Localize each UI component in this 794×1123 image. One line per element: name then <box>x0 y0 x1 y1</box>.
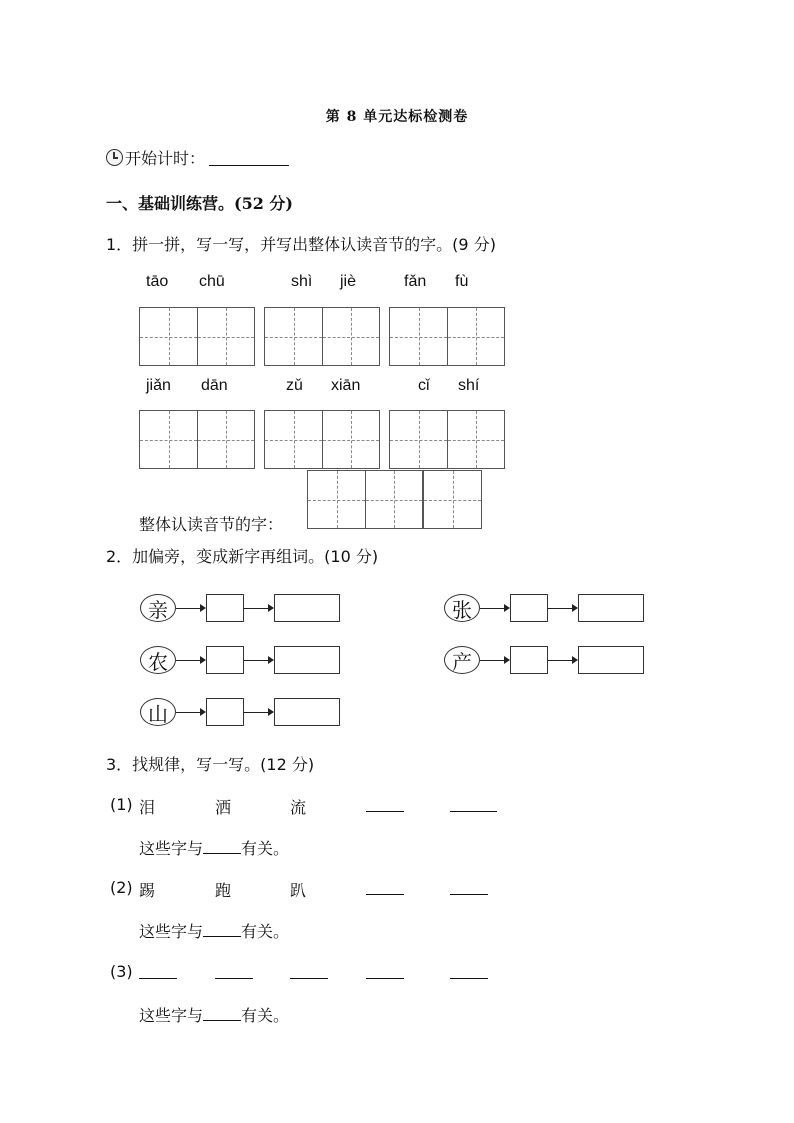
arrow-icon <box>244 654 274 666</box>
pinyin: zǔ <box>286 377 303 394</box>
part-number: (3) <box>110 962 133 981</box>
base-character: 张 <box>444 594 480 622</box>
pinyin: shí <box>458 377 480 394</box>
answer-blank[interactable] <box>203 922 241 937</box>
answer-blank[interactable] <box>450 880 488 895</box>
radical-chain <box>140 646 340 674</box>
relation-prefix: 这些字与 <box>139 839 204 858</box>
radical-chain <box>140 698 340 726</box>
radical-chain <box>140 594 340 622</box>
tianzige-box[interactable] <box>264 410 380 469</box>
question-1-title: 1．拼一拼，写一写，并写出整体认读音节的字。(9 分) <box>106 235 496 254</box>
pattern-character: 洒 <box>215 798 232 817</box>
relation-suffix: 有关。 <box>241 839 290 858</box>
relation-prefix: 这些字与 <box>139 922 204 941</box>
whole-syllable-label: 整体认读音节的字： <box>139 515 284 534</box>
question-3-title: 3．找规律，写一写。(12 分) <box>106 755 315 774</box>
arrow-icon <box>480 654 510 666</box>
new-character-box[interactable] <box>206 646 244 674</box>
pattern-character: 跑 <box>215 881 232 900</box>
timer-row <box>106 146 289 169</box>
answer-blank[interactable] <box>215 964 253 979</box>
arrow-icon <box>244 706 274 718</box>
answer-blank[interactable] <box>139 964 177 979</box>
pinyin: xiān <box>331 377 361 394</box>
pinyin: dān <box>201 377 228 394</box>
timer-blank[interactable] <box>209 149 289 166</box>
answer-blank[interactable] <box>366 964 404 979</box>
base-character: 山 <box>140 698 176 726</box>
section-heading: 一、基础训练营。(52 分) <box>106 194 293 213</box>
arrow-icon <box>480 602 510 614</box>
tianzige-box[interactable] <box>264 307 380 366</box>
pattern-character: 踢 <box>139 881 156 900</box>
new-character-box[interactable] <box>510 594 548 622</box>
arrow-icon <box>176 706 206 718</box>
tianzige-box[interactable] <box>139 410 255 469</box>
part-number: (2) <box>110 878 133 897</box>
answer-blank[interactable] <box>450 964 488 979</box>
answer-blank[interactable] <box>203 839 241 854</box>
timer-label: 开始计时： <box>125 149 206 168</box>
new-character-box[interactable] <box>206 594 244 622</box>
part-number: (1) <box>110 795 133 814</box>
answer-blank[interactable] <box>450 797 497 812</box>
pattern-character: 泪 <box>139 798 156 817</box>
relation-sentence <box>139 1003 289 1026</box>
relation-suffix: 有关。 <box>241 1006 290 1025</box>
tianzige-box[interactable] <box>389 410 505 469</box>
word-box[interactable] <box>578 646 644 674</box>
new-character-box[interactable] <box>206 698 244 726</box>
pattern-character: 趴 <box>290 881 307 900</box>
arrow-icon <box>176 602 206 614</box>
pinyin: fǎn <box>404 273 427 290</box>
answer-blank[interactable] <box>366 880 404 895</box>
new-character-box[interactable] <box>510 646 548 674</box>
base-character: 亲 <box>140 594 176 622</box>
word-box[interactable] <box>274 594 340 622</box>
question-2-title: 2．加偏旁，变成新字再组词。(10 分) <box>106 547 379 566</box>
tianzige-box[interactable] <box>139 307 255 366</box>
word-box[interactable] <box>274 698 340 726</box>
clock-icon <box>106 149 123 166</box>
word-box[interactable] <box>578 594 644 622</box>
answer-blank[interactable] <box>290 964 328 979</box>
pinyin: chū <box>199 273 225 290</box>
pinyin: jiǎn <box>146 377 171 394</box>
arrow-icon <box>548 654 578 666</box>
base-character: 农 <box>140 646 176 674</box>
pinyin: fù <box>455 273 469 290</box>
tianzige-box[interactable] <box>389 307 505 366</box>
arrow-icon <box>244 602 274 614</box>
pinyin: shì <box>291 273 313 290</box>
arrow-icon <box>548 602 578 614</box>
tianzige-box[interactable] <box>423 470 482 529</box>
radical-chain <box>444 646 644 674</box>
relation-suffix: 有关。 <box>241 922 290 941</box>
radical-chain <box>444 594 644 622</box>
tianzige-box[interactable] <box>307 470 423 529</box>
answer-blank[interactable] <box>366 797 404 812</box>
relation-sentence <box>139 836 289 859</box>
page-title: 第 8 单元达标检测卷 <box>325 109 469 125</box>
pinyin: tāo <box>146 273 169 290</box>
relation-sentence <box>139 919 289 942</box>
relation-prefix: 这些字与 <box>139 1006 204 1025</box>
arrow-icon <box>176 654 206 666</box>
word-box[interactable] <box>274 646 340 674</box>
pinyin: cǐ <box>418 377 430 394</box>
pinyin: jiè <box>340 273 357 290</box>
answer-blank[interactable] <box>203 1006 241 1021</box>
base-character: 产 <box>444 646 480 674</box>
pattern-character: 流 <box>290 798 307 817</box>
